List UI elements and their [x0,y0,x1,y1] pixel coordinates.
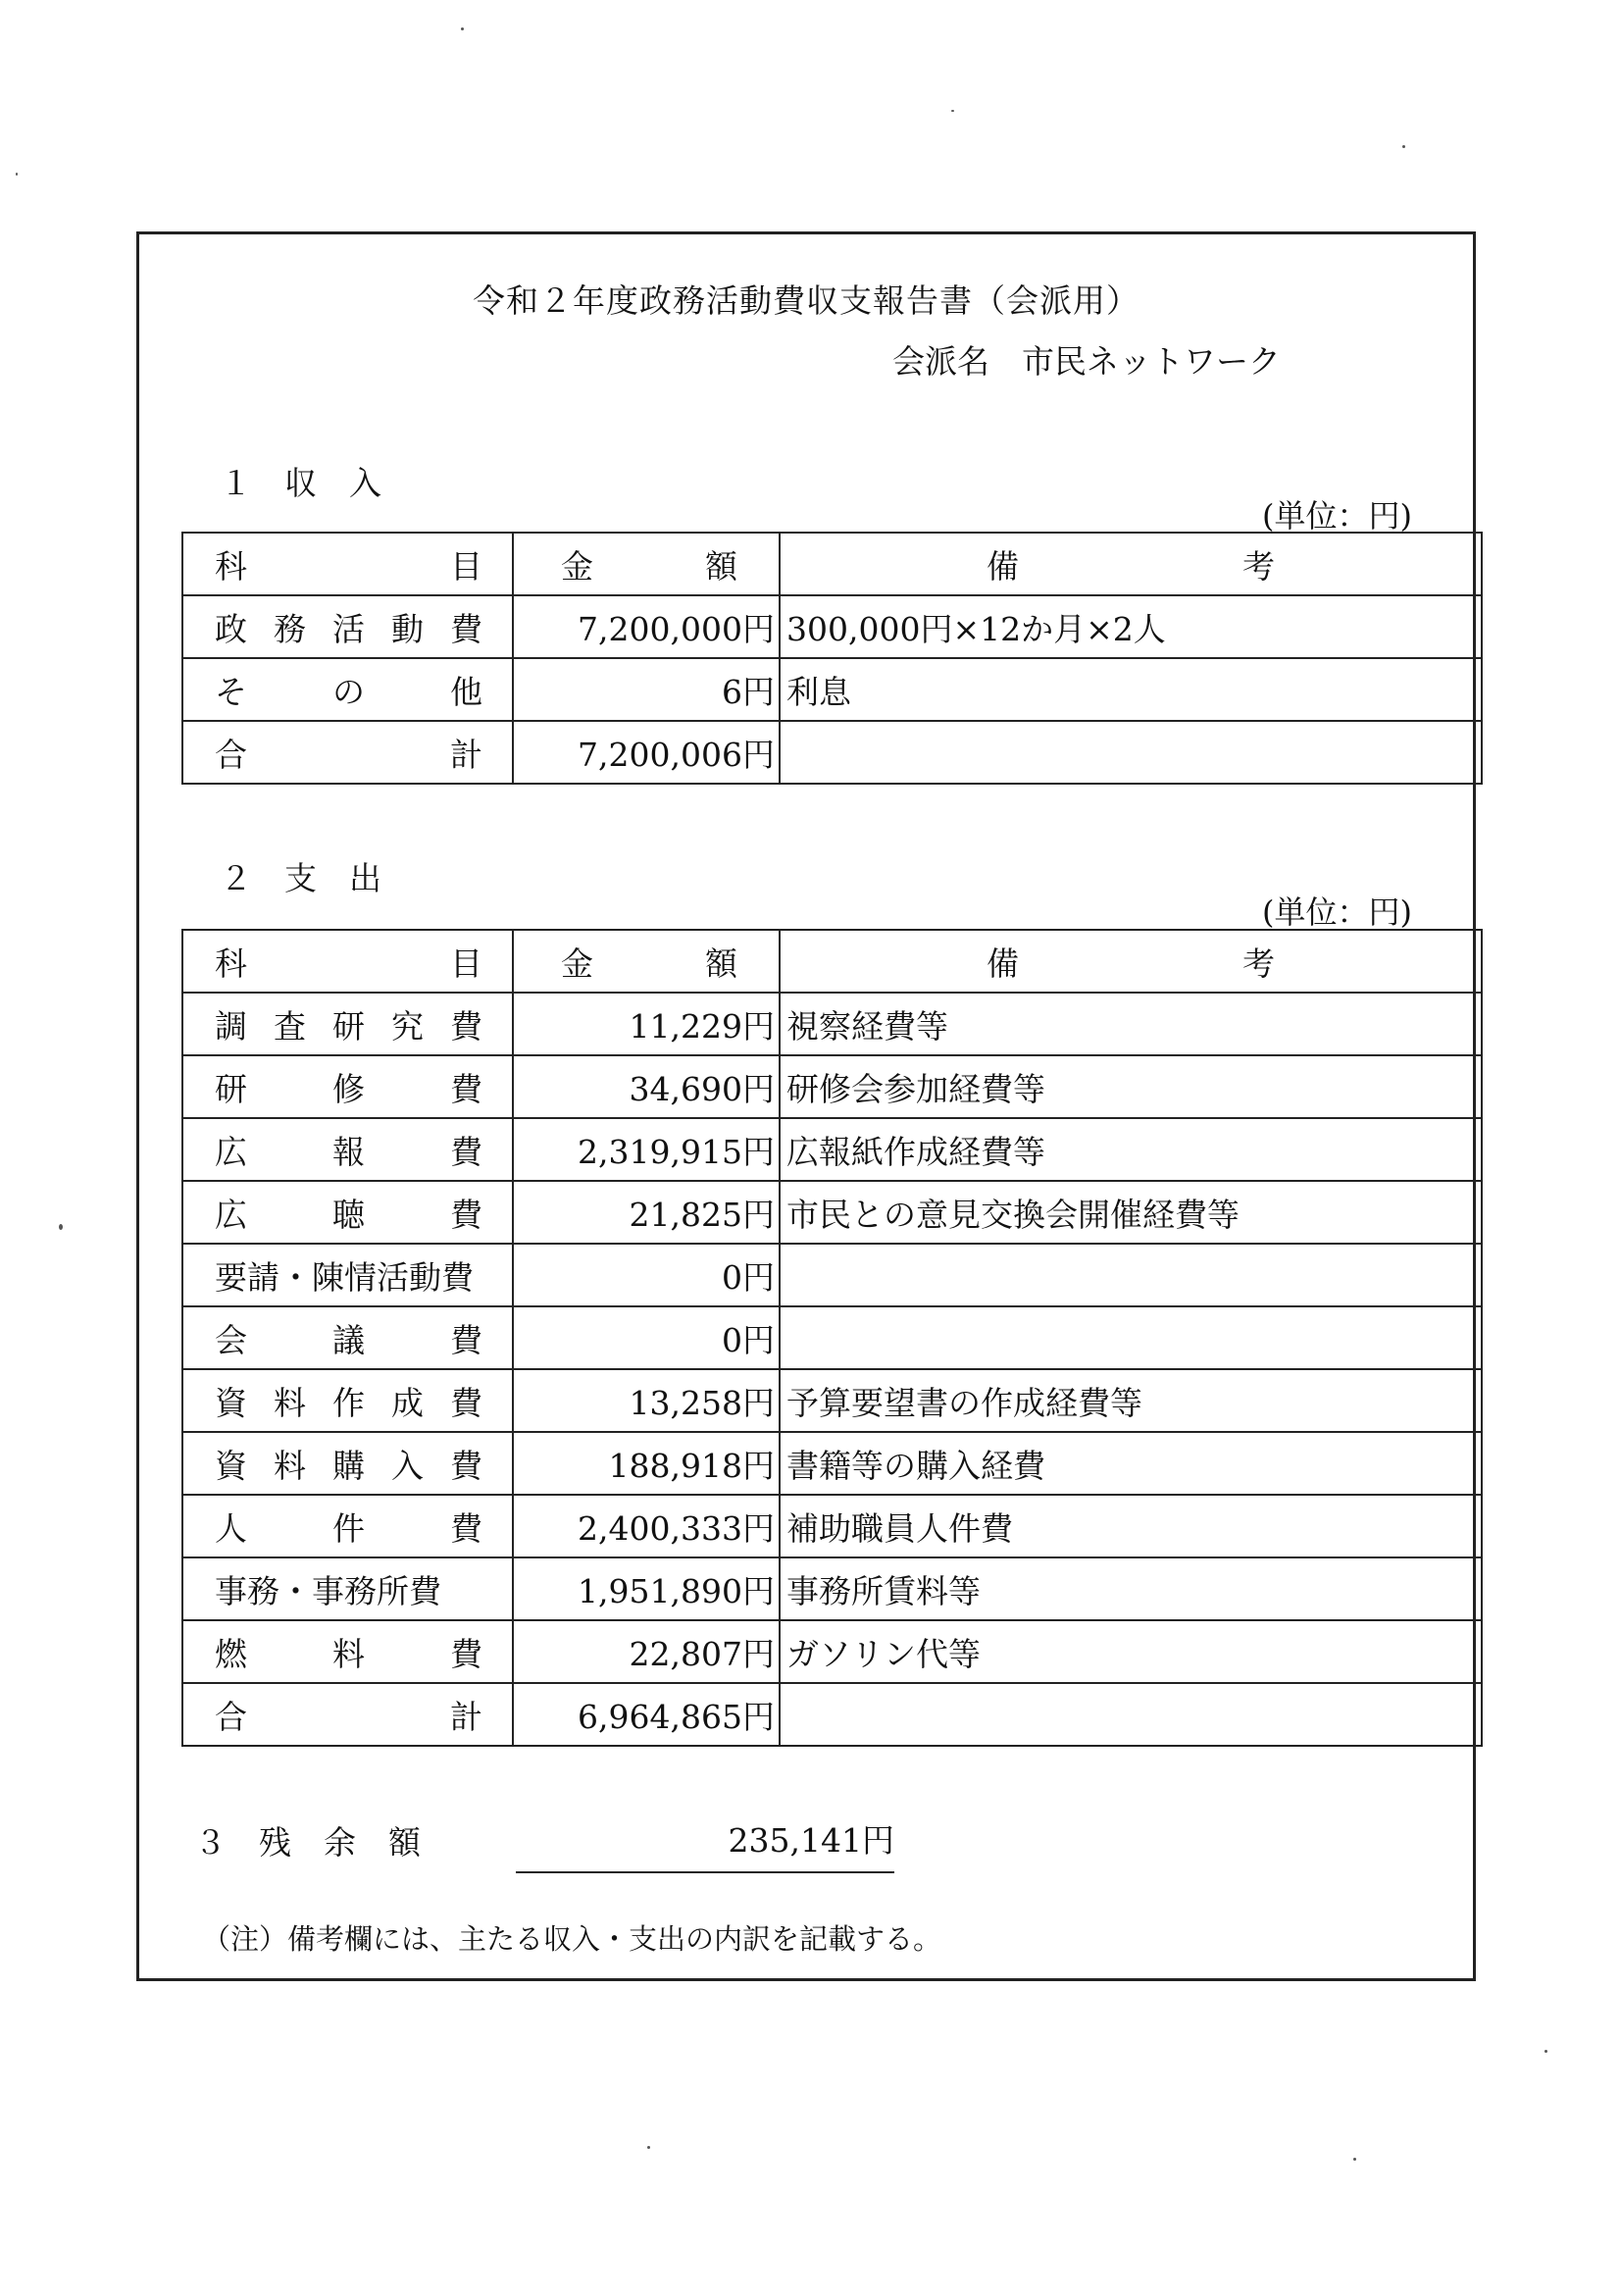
income-total-note [780,721,1482,784]
expense-note: 視察経費等 [780,993,1482,1055]
expense-note: 予算要望書の作成経費等 [780,1369,1482,1432]
expense-item: 燃料費 [182,1620,513,1683]
expenses-total-row [182,1683,1482,1746]
expenses-table [181,929,1483,1747]
expense-item: 会議費 [182,1306,513,1369]
scan-speck [1544,2050,1547,2053]
table-row [182,1495,1482,1557]
faction-line [892,336,1281,383]
expenses-header-item: 科目 [182,930,513,993]
expense-amount: 13,258円 [513,1369,780,1432]
table-row [182,1181,1482,1244]
table-row [182,1118,1482,1181]
expenses-total-label: 合計 [182,1683,513,1746]
expenses-total-note [780,1683,1482,1746]
expense-amount: 1,951,890円 [513,1557,780,1620]
table-row [182,993,1482,1055]
table-row [182,1432,1482,1495]
expense-item: 人件費 [182,1495,513,1557]
income-header-item: 科目 [182,533,513,595]
expense-note [780,1244,1482,1306]
expenses-header-note: 備考 [780,930,1482,993]
table-row [182,1306,1482,1369]
scan-speck [951,110,954,112]
scan-speck [1353,2158,1356,2161]
expense-amount: 21,825円 [513,1181,780,1244]
expense-item: 資料購入費 [182,1432,513,1495]
document-title: 令和２年度政務活動費収支報告書（会派用） [473,281,1139,320]
remainder-value: 235,141円 [516,1815,894,1873]
expense-amount: 0円 [513,1244,780,1306]
expense-item: 広報費 [182,1118,513,1181]
income-amount: 7,200,000円 [513,595,780,658]
income-item: その他 [182,658,513,721]
expense-amount: 188,918円 [513,1432,780,1495]
footnote: （注）備考欄には、主たる収入・支出の内訳を記載する。 [202,1922,942,1956]
expense-amount: 22,807円 [513,1620,780,1683]
expense-note: 市民との意見交換会開催経費等 [780,1181,1482,1244]
income-total-row [182,721,1482,784]
expense-amount: 2,319,915円 [513,1118,780,1181]
expense-item: 資料作成費 [182,1369,513,1432]
expense-item: 要請・陳情活動費 [182,1244,513,1306]
expense-amount: 11,229円 [513,993,780,1055]
expense-note: 補助職員人件費 [780,1495,1482,1557]
table-row [182,595,1482,658]
expense-note: 書籍等の購入経費 [780,1432,1482,1495]
income-table [181,532,1483,785]
scan-speck [16,173,18,176]
income-unit-label: (単位：円) [1262,497,1412,535]
scan-speck [461,27,464,30]
expenses-header-row [182,930,1482,993]
income-total-amount: 7,200,006円 [513,721,780,784]
expenses-total-amount: 6,964,865円 [513,1683,780,1746]
expense-amount: 2,400,333円 [513,1495,780,1557]
expense-note [780,1306,1482,1369]
income-header-row [182,533,1482,595]
income-total-label: 合計 [182,721,513,784]
expense-amount: 0円 [513,1306,780,1369]
income-note: 利息 [780,658,1482,721]
income-note: 300,000円×12か月×2人 [780,595,1482,658]
faction-label: 会派名 [892,342,989,381]
report-frame [136,231,1476,1981]
expense-item: 研修費 [182,1055,513,1118]
faction-name: 市民ネットワーク [1022,342,1281,381]
expense-note: ガソリン代等 [780,1620,1482,1683]
expense-item: 事務・事務所費 [182,1557,513,1620]
table-row [182,1055,1482,1118]
income-item: 政務活動費 [182,595,513,658]
expense-amount: 34,690円 [513,1055,780,1118]
income-header-note: 備考 [780,533,1482,595]
table-row [182,1369,1482,1432]
income-header-amount: 金額 [513,533,780,595]
scan-speck [59,1224,63,1230]
expense-note: 研修会参加経費等 [780,1055,1482,1118]
remainder-label: ３ 残 余 額 [194,1823,421,1862]
table-row [182,1244,1482,1306]
expenses-unit-label: (単位：円) [1262,893,1412,931]
expenses-heading: ２ 支 出 [220,859,381,897]
income-heading: １ 収 入 [220,464,381,502]
scan-speck [1402,145,1405,148]
scan-speck [647,2146,650,2149]
table-row [182,658,1482,721]
expense-item: 広聴費 [182,1181,513,1244]
expense-item: 調査研究費 [182,993,513,1055]
expenses-header-amount: 金額 [513,930,780,993]
income-amount: 6円 [513,658,780,721]
table-row [182,1620,1482,1683]
expense-note: 事務所賃料等 [780,1557,1482,1620]
expense-note: 広報紙作成経費等 [780,1118,1482,1181]
table-row [182,1557,1482,1620]
